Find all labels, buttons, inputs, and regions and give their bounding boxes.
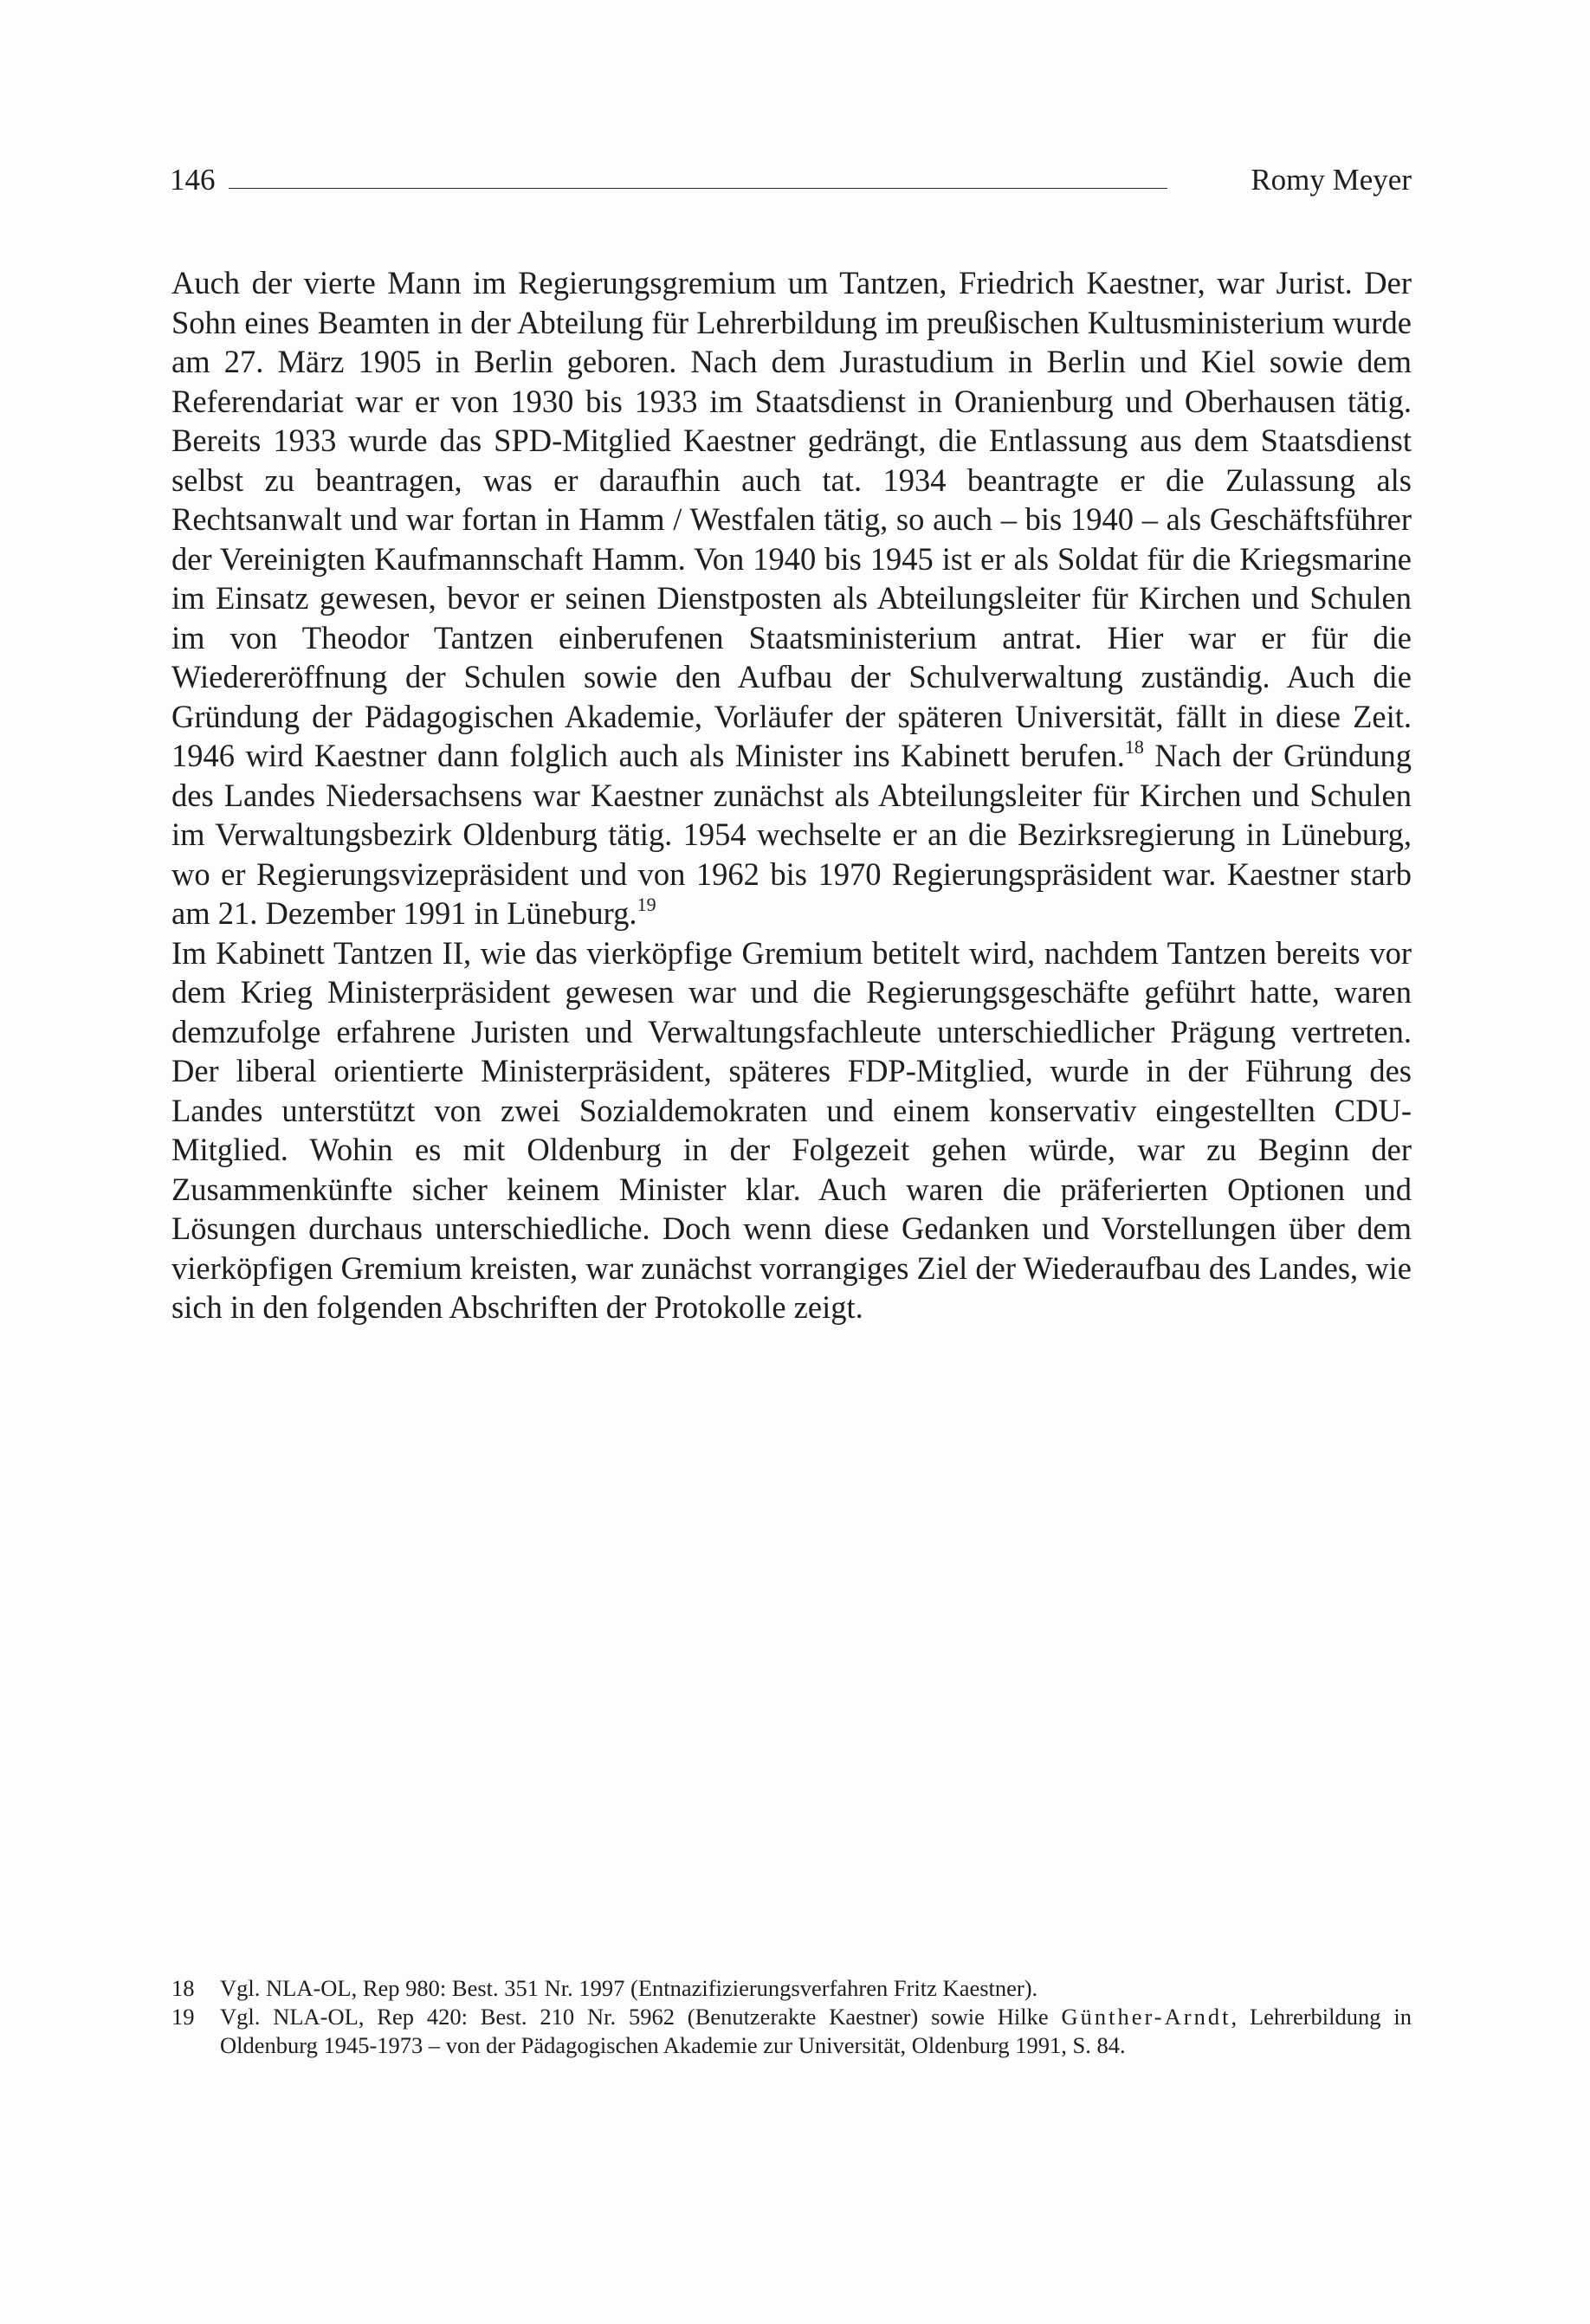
running-head-author: Romy Meyer [1251, 163, 1412, 197]
header-rule [229, 188, 1167, 189]
running-header [170, 163, 1412, 210]
paragraph-2: Im Kabinett Tantzen II, wie das vierköpfige Gremium betitelt wird, nachdem Tantzen bereits vor dem Krieg Ministerpräsident gewesen war und die Regierungsgeschäfte geführt hatte, waren demzufolge erfahrene Juristen und Verwaltungsfachleute unterschiedlicher Prägung vertreten. Der liberal orientierte Ministerpräsident, späteres FDP-Mitglied, wurde in der Führung des Landes unterstützt von zwei Sozialdemokraten und einem konservativ eingestellten CDU-Mitglied. Wohin es mit Oldenburg in der Folgezeit gehen würde, war zu Beginn der Zusammenkünfte sicher keinem Minister klar. Auch waren die präferierten Optionen und Lösungen durchaus unterschiedliche. Doch wenn diese Gedanken und Vorstellungen über dem vierköpfigen Gremium kreisten, war zunächst vorrangiges Ziel der Wiederaufbau des Landes, wie sich in den folgenden Abschriften der Protokolle zeigt. [171, 934, 1412, 1325]
footnote-text: Vgl. NLA-OL, Rep 980: Best. 351 Nr. 1997 (Entnazifizierungsverfahren Fritz Kaestner). [220, 1975, 1038, 2001]
paragraph-1-text-a: Auch der vierte Mann im Regierungsgremium um Tantzen, Friedrich Kaestner, war Jurist. Der Sohn eines Beamten in der Abteilung für Lehrerbildung im preußischen Kultusministerium wurde am 27. März 1905 in Berlin geboren. Nach dem Jurastudium in Berlin und Kiel sowie dem Referendariat war er von 1930 bis 1933 im Staatsdienst in Oranienburg und Oberhausen tätig. Bereits 1933 wurde das SPD-Mitglied Kaestner gedrängt, die Entlassung aus dem Staatsdienst selbst zu beantragen, was er daraufhin auch tat. 1934 beantragte er die Zulassung als Rechtsanwalt und war fortan in Hamm / Westfalen tätig, so auch – bis 1940 – als Geschäftsführer der Vereinigten Kaufmannschaft Hamm. Von 1940 bis 1945 ist er als Soldat für die Kriegsmarine im Einsatz gewesen, bevor er seinen Dienstposten als Abteilungsleiter für Kirchen und Schulen im von Theodor Tantzen einberufenen Staatsministerium antrat. Hier war er für die Wiedereröffnung der Schulen sowie den Aufbau der Schulverwaltung zuständig. Auch die Gründung der Pädagogischen Akademie, Vorläufer der späteren Universität, fällt in diese Zeit. 1946 wird Kaestner dann folglich auch als Minister ins Kabinett berufen. [171, 265, 1412, 773]
footnote-number: 19 [171, 2004, 195, 2030]
footnote-19 [171, 2003, 1412, 2060]
page-number: 146 [170, 163, 216, 197]
footnote-number: 18 [171, 1975, 195, 2001]
footnote-text-part: Vgl. NLA-OL, Rep 420: Best. 210 Nr. 5962 (Benutzerakte Kaestner) sowie Hilke [220, 2004, 1062, 2030]
footnote-ref-18: 18 [1124, 736, 1144, 758]
paragraph-1 [171, 263, 1412, 933]
footnote-cited-author: Günther-Arndt [1061, 2004, 1231, 2030]
footnote-ref-19: 19 [637, 894, 656, 915]
main-text [171, 263, 1412, 1327]
footnote-18 [171, 1974, 1412, 2003]
paragraph-1-text-b: Nach der Gründung des Landes Niedersachsens war Kaestner zunächst als Abteilungsleiter für Kirchen und Schulen im Verwaltungsbezirk Oldenburg tätig. 1954 wechselte er an die Bezirksregierung in Lüneburg, wo er Regierungsvizepräsident und von 1962 bis 1970 Regierungspräsident war. Kaestner starb am 21. Dezember 1991 in Lüneburg. [171, 738, 1412, 931]
footnotes [171, 1974, 1412, 2060]
footnote-text-part: , Lehrerbildung in Oldenburg 1945-1973 – von der Pädagogischen Akademie zur Universität, Oldenburg 1991, S. 84. [220, 2004, 1412, 2058]
footnote-text [220, 2003, 1412, 2060]
